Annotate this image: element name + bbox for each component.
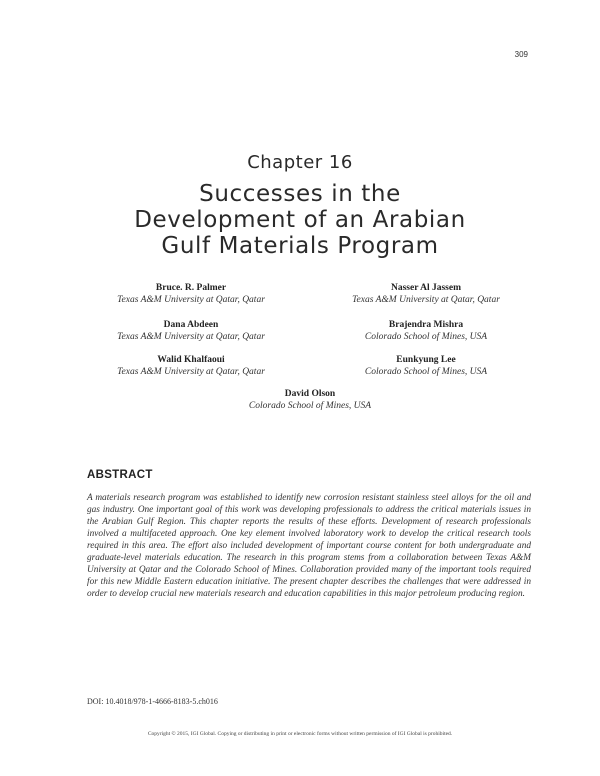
title-line-3: Gulf Materials Program: [161, 233, 439, 259]
author-affiliation: Colorado School of Mines, USA: [248, 401, 372, 411]
copyright-notice: Copyright © 2015, IGI Global. Copying or distributing in print or electronic forms without written permission of IGI Global is prohibited.: [147, 731, 453, 737]
author-name: Dana Abdeen: [163, 320, 219, 330]
author-affiliation: Texas A&M University at Qatar, Qatar: [352, 295, 500, 305]
author-block: [326, 319, 526, 343]
author-block: [91, 282, 291, 306]
abstract-text: A materials research program was established to identify new corrosion resistant stainless steel alloys for the oil and gas industry. One important goal of this work was developing professionals to address the critical materials issues in the Arabian Gulf Region. This chapter reports the results of these efforts. Development of research professionals involved a multifaceted approach. One key element involved laboratory work to develop the critical research tools required in this area. The effort also included development of important course content for both undergraduate and graduate-level materials education. The research in this program stems from a collaboration between Texas A&M University at Qatar and the Colorado School of Mines. Collaboration provided many of the important tools required for this new Middle Eastern education initiative. The present chapter describes the challenges that were addressed in order to develop crucial new materials research and education capabilities in this major petroleum producing region.: [87, 493, 531, 599]
author-affiliation: Texas A&M University at Qatar, Qatar: [117, 332, 265, 342]
author-affiliation: Texas A&M University at Qatar, Qatar: [117, 367, 265, 377]
author-block: [91, 354, 291, 378]
author-affiliation: Colorado School of Mines, USA: [364, 367, 488, 377]
page-number: 309: [514, 50, 528, 59]
author-affiliation: Texas A&M University at Qatar, Qatar: [117, 295, 265, 305]
author-affiliation: Colorado School of Mines, USA: [364, 332, 488, 342]
doi: DOI: 10.4018/978-1-4666-8183-5.ch016: [87, 697, 218, 706]
author-block: [91, 319, 291, 343]
author-name: David Olson: [284, 389, 336, 399]
author-name: Walid Khalfaoui: [157, 355, 225, 365]
chapter-title: [0, 181, 600, 259]
abstract-heading: ABSTRACT: [87, 469, 153, 481]
author-name: Nasser Al Jassem: [390, 283, 462, 293]
chapter-label: Chapter 16: [247, 152, 353, 173]
author-block: [210, 388, 410, 412]
author-block: [326, 282, 526, 306]
author-name: Brajendra Mishra: [388, 320, 464, 330]
author-name: Bruce. R. Palmer: [155, 283, 227, 293]
title-line-2: Development of an Arabian: [134, 207, 466, 233]
author-block: [326, 354, 526, 378]
title-line-1: Successes in the: [199, 181, 401, 207]
author-name: Eunkyung Lee: [396, 355, 456, 365]
